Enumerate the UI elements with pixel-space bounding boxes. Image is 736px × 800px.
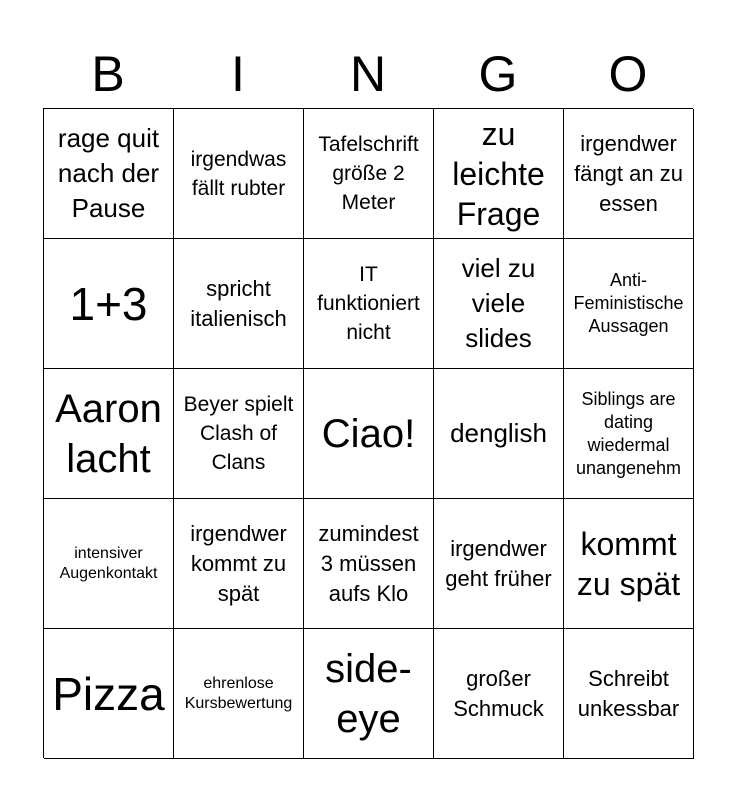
cell-text: irgendwer geht früher: [445, 535, 552, 591]
bingo-cell[interactable]: [304, 629, 434, 759]
bingo-cell[interactable]: [304, 109, 434, 239]
bingo-cell[interactable]: [434, 499, 564, 629]
cell-text: 1+3: [69, 277, 148, 330]
bingo-cell[interactable]: [304, 239, 434, 369]
bingo-cell[interactable]: [564, 239, 694, 369]
bingo-cell[interactable]: [174, 239, 304, 369]
cell-text: irgendwer fängt an zu essen: [574, 130, 683, 216]
cell-text: IT funktioniert nicht: [317, 263, 420, 344]
cell-text: Anti-Feministische Aussagen: [573, 270, 684, 336]
bingo-cell[interactable]: [434, 629, 564, 759]
bingo-cell[interactable]: [564, 629, 694, 759]
cell-text: Tafelschrift größe 2 Meter: [318, 133, 419, 214]
bingo-cell[interactable]: [44, 629, 174, 759]
cell-text: großer Schmuck: [453, 665, 544, 721]
cell-text: rage quit nach der Pause: [57, 123, 160, 223]
cell-text: ehrenlose Kursbewertung: [184, 674, 293, 712]
bingo-cell[interactable]: [174, 629, 304, 759]
bingo-cell[interactable]: [434, 109, 564, 239]
cell-text: Pizza: [52, 667, 165, 720]
cell-text: spricht italienisch: [190, 275, 287, 331]
cell-text: Beyer spielt Clash of Clans: [183, 393, 294, 474]
cell-text: side-eye: [325, 646, 412, 741]
cell-text: Aaron lacht: [55, 386, 162, 481]
bingo-cell[interactable]: [564, 109, 694, 239]
cell-text: zumindest 3 müssen aufs Klo: [318, 520, 419, 606]
header-letter-n: N: [349, 46, 387, 102]
bingo-cell[interactable]: [564, 499, 694, 629]
bingo-cell[interactable]: [304, 369, 434, 499]
cell-text: irgendwer kommt zu spät: [190, 520, 287, 606]
header-letter-g: G: [478, 46, 518, 102]
bingo-cell[interactable]: [174, 369, 304, 499]
cell-text: Siblings are dating wiedermal unangenehm: [575, 388, 682, 478]
header-letter-b: B: [91, 46, 125, 102]
header-letter-o: O: [608, 46, 648, 102]
cell-text: Ciao!: [321, 411, 416, 456]
bingo-cell[interactable]: [44, 499, 174, 629]
header-letter-i: I: [231, 46, 245, 102]
cell-text: kommt zu spät: [576, 525, 681, 602]
bingo-cell[interactable]: [44, 239, 174, 369]
bingo-cell[interactable]: [174, 499, 304, 629]
bingo-cell[interactable]: [304, 499, 434, 629]
cell-text: intensiver Augenkontakt: [59, 544, 158, 582]
cell-text: denglish: [450, 418, 547, 448]
bingo-cell[interactable]: [434, 239, 564, 369]
bingo-cell[interactable]: [174, 109, 304, 239]
bingo-board: [43, 108, 693, 758]
cell-text: Schreibt unkessbar: [577, 665, 680, 721]
bingo-cell[interactable]: [434, 369, 564, 499]
cell-text: irgendwas fällt rubter: [190, 147, 287, 200]
bingo-cell[interactable]: [44, 109, 174, 239]
bingo-header: [43, 40, 693, 108]
bingo-cell[interactable]: [564, 369, 694, 499]
cell-text: zu leichte Frage: [452, 115, 545, 232]
cell-text: viel zu viele slides: [461, 253, 536, 353]
bingo-cell[interactable]: [44, 369, 174, 499]
